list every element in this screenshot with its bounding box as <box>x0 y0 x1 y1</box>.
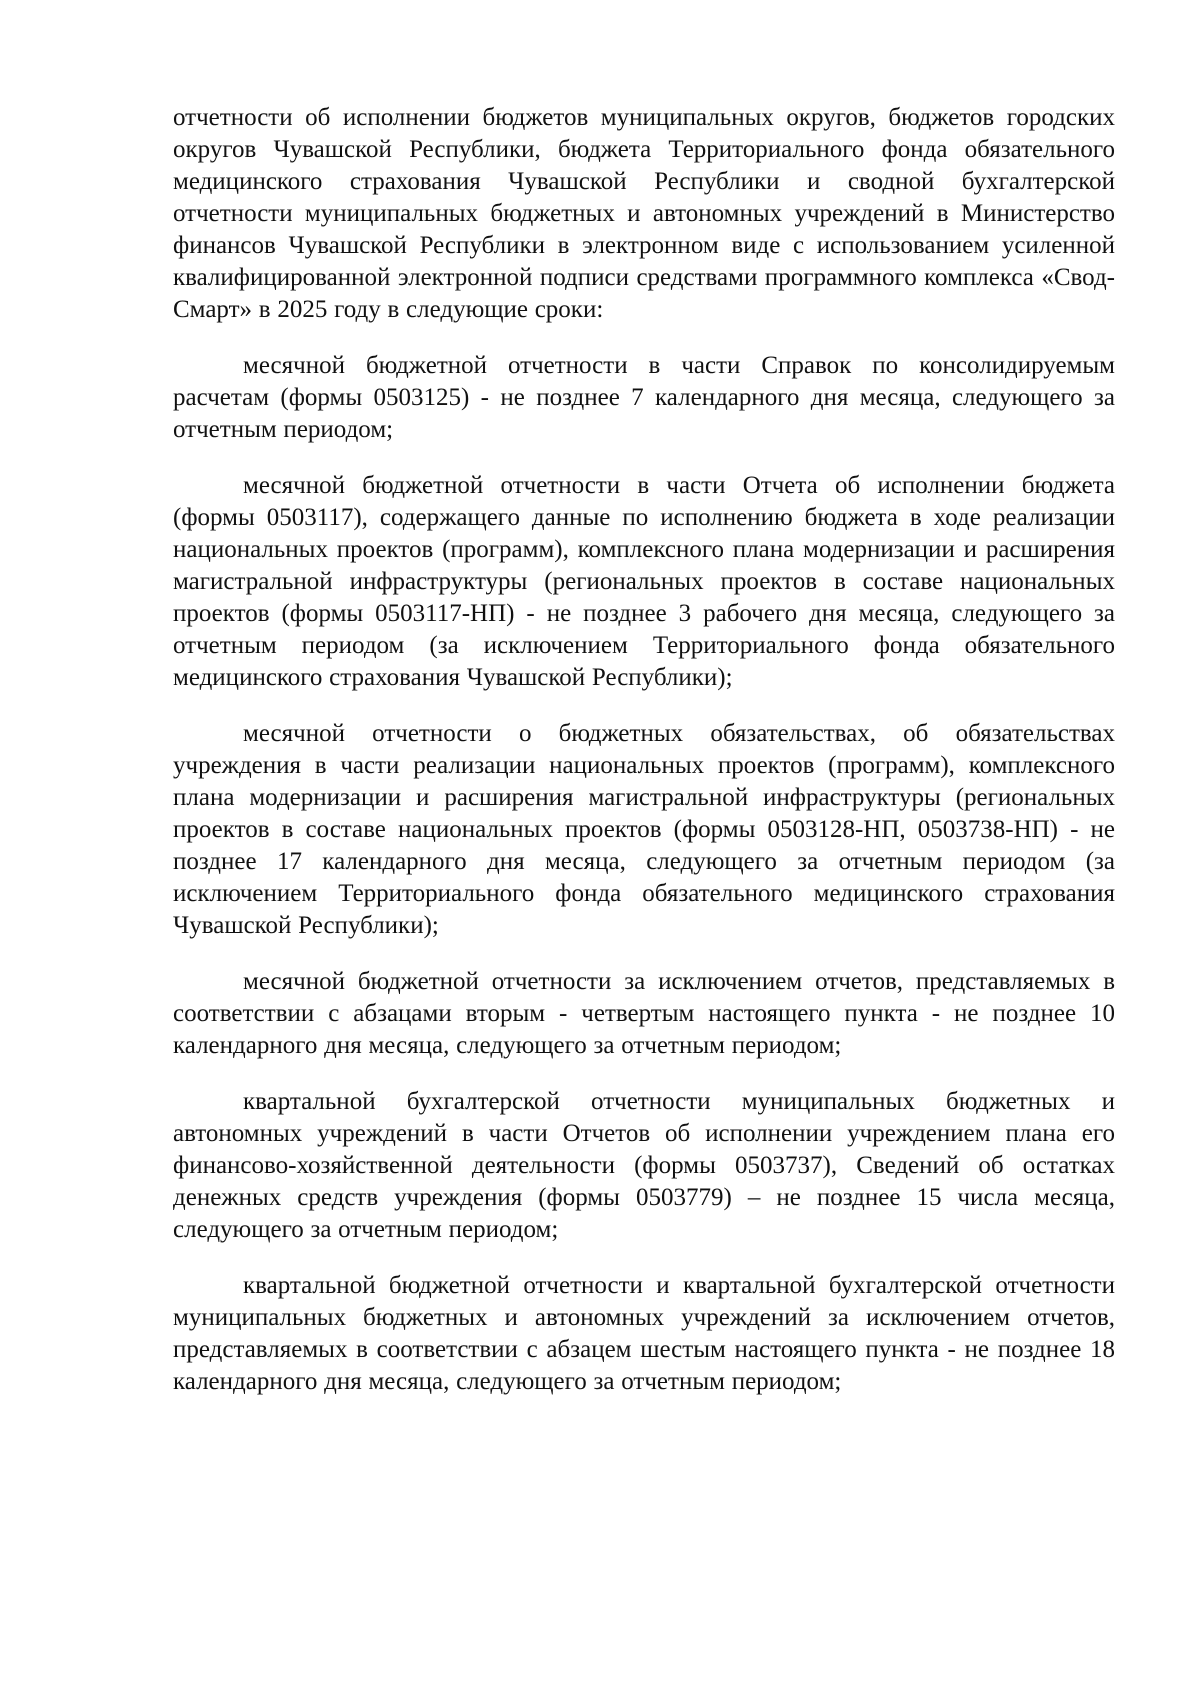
paragraph-intro: отчетности об исполнении бюджетов муниципальных округов, бюджетов городских округов Чувашской Республики, бюджета Территориального фонда обязательного медицинского страхования Чувашской Республики и сводной бухгалтерской отчетности муниципальных бюджетных и автономных учреждений в Министерство финансов Чувашской Республики в электронном виде с использованием усиленной квалифицированной электронной подписи средствами программного комплекса «Свод-Смарт» в 2025 году в следующие сроки: <box>173 104 1115 323</box>
paragraph-consolidated-settlements: месячной бюджетной отчетности в части Справок по консолидируемым расчетам (формы 0503125) - не позднее 7 календарного дня месяца, следующего за отчетным периодом; <box>173 352 1115 443</box>
paragraph-quarterly-institutions: квартальной бухгалтерской отчетности муниципальных бюджетных и автономных учреждений в части Отчетов об исполнении учреждением плана его финансово-хозяйственной деятельности (формы 0503737), Сведений об остатках денежных средств учреждения (формы 0503779) – не позднее 15 числа месяца, следующего за отчетным периодом; <box>173 1088 1115 1243</box>
paragraph-budget-obligations: месячной отчетности о бюджетных обязательствах, об обязательствах учреждения в части реализации национальных проектов (программ), комплексного плана модернизации и расширения магистральной инфраструктуры (региональных проектов в составе национальных проектов (формы 0503128-НП, 0503738-НП) - не позднее 17 календарного дня месяца, следующего за отчетным периодом (за исключением Территориального фонда обязательного медицинского страхования Чувашской Республики); <box>173 720 1115 939</box>
paragraph-quarterly-other: квартальной бюджетной отчетности и квартальной бухгалтерской отчетности муниципальных бюджетных и автономных учреждений за исключением отчетов, представляемых в соответствии с абзацем шестым настоящего пункта - не позднее 18 календарного дня месяца, следующего за отчетным периодом; <box>173 1272 1115 1395</box>
paragraph-budget-execution-report: месячной бюджетной отчетности в части Отчета об исполнении бюджета (формы 0503117), содержащего данные по исполнению бюджета в ходе реализации национальных проектов (программ), комплексного плана модернизации и расширения магистральной инфраструктуры (региональных проектов в составе национальных проектов (формы 0503117-НП) - не позднее 3 рабочего дня месяца, следующего за отчетным периодом (за исключением Территориального фонда обязательного медицинского страхования Чувашской Республики); <box>173 472 1115 691</box>
paragraph-monthly-other: месячной бюджетной отчетности за исключением отчетов, представляемых в соответствии с абзацами вторым - четвертым настоящего пункта - не позднее 10 календарного дня месяца, следующего за отчетным периодом; <box>173 968 1115 1059</box>
document-page <box>173 102 1115 1398</box>
